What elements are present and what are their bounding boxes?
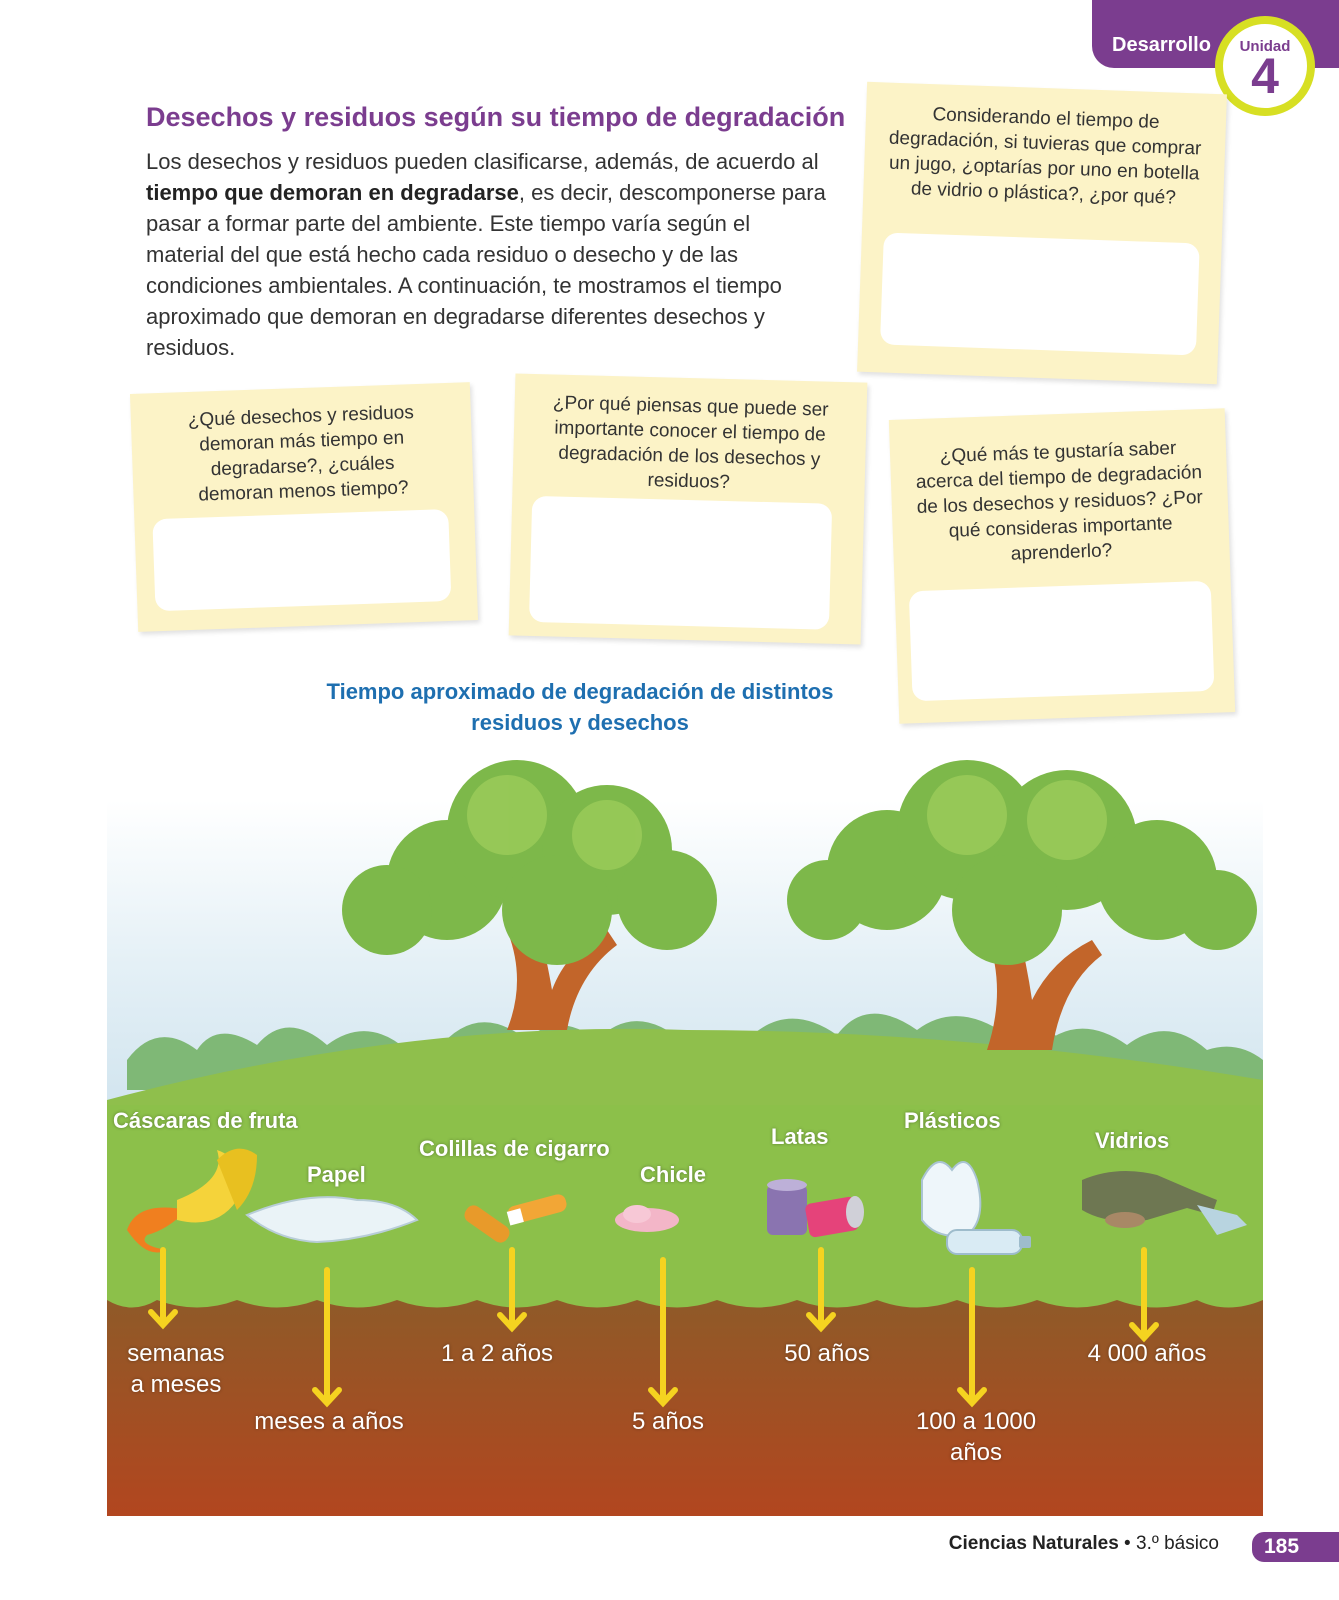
item-label-cigarette: Colillas de cigarro	[419, 1136, 610, 1161]
item-label-cans: Latas	[771, 1124, 829, 1149]
note-question: Considerando el tiempo de degradación, si tuvieras que comprar un jugo, ¿optarías por uno en botella de vidrio o plástica?, ¿por qué?	[888, 104, 1202, 209]
answer-box[interactable]	[909, 581, 1215, 701]
unit-badge	[1215, 16, 1315, 116]
note-question: ¿Qué desechos y residuos demoran más tiempo en degradarse?, ¿cuáles demoran menos tiempo?	[187, 402, 415, 506]
unit-label: Unidad	[1239, 38, 1291, 55]
item-label-paper: Papel	[307, 1162, 366, 1187]
intro-bold: tiempo que demoran en degradarse	[146, 180, 519, 205]
item-label-glass: Vidrios	[1095, 1128, 1170, 1153]
answer-box[interactable]	[880, 232, 1200, 355]
sticky-note-2	[130, 382, 478, 632]
section-label: Desarrollo	[1112, 34, 1211, 56]
note-question: ¿Qué más te gustaría saber acerca del tiempo de degradación de los desechos y residuos? ¿Por qué consideras importante aprenderlo?	[915, 437, 1204, 565]
arrows-layer	[107, 760, 1263, 1516]
answer-box[interactable]	[152, 509, 451, 611]
unit-number: 4	[1251, 48, 1279, 104]
sticky-note-4	[889, 408, 1235, 724]
note-question: ¿Por qué piensas que puede ser importante conocer el tiempo de degradación de los desechos y residuos?	[552, 392, 829, 494]
time-label-glass: 4 000 años	[1087, 1340, 1207, 1367]
time-label-fruit: semanas a meses	[127, 1340, 225, 1398]
item-label-fruit: Cáscaras de fruta	[113, 1108, 298, 1133]
illustration-title: Tiempo aproximado de degradación de distintos residuos y desechos	[326, 679, 834, 735]
intro-paragraph	[146, 146, 826, 363]
footer: Ciencias Naturales • 3.º básico	[948, 1533, 1219, 1554]
sticky-note-3	[509, 373, 868, 644]
footer-subject: Ciencias Naturales	[948, 1533, 1119, 1554]
intro-text-1: Los desechos y residuos pueden clasificarse, además, de acuerdo al	[146, 149, 819, 174]
time-label-plastic: 100 a 1000 años	[915, 1408, 1037, 1466]
intro-text-2: , es decir, descomponerse para pasar a formar parte del ambiente. Este tiempo varía según el material del que está hecho cada residuo o desecho y de las condiciones ambientales. A continuación, te mostramos el tiempo aproximado que demoran en degradarse diferentes desechos y residuos.	[146, 180, 826, 360]
page-title: Desechos y residuos según su tiempo de degradación	[146, 102, 846, 132]
sticky-note-1	[857, 82, 1227, 384]
time-label-cans: 50 años	[784, 1340, 870, 1367]
item-label-gum: Chicle	[640, 1162, 707, 1187]
time-label-gum: 5 años	[631, 1408, 705, 1435]
item-label-plastic: Plásticos	[904, 1108, 1001, 1133]
footer-grade: 3.º básico	[1136, 1533, 1219, 1554]
answer-box[interactable]	[529, 496, 832, 630]
time-label-paper: meses a años	[254, 1408, 404, 1435]
time-label-cigarette: 1 a 2 años	[440, 1340, 554, 1367]
degradation-illustration	[107, 760, 1263, 1516]
page-number: 185	[1252, 1532, 1339, 1562]
